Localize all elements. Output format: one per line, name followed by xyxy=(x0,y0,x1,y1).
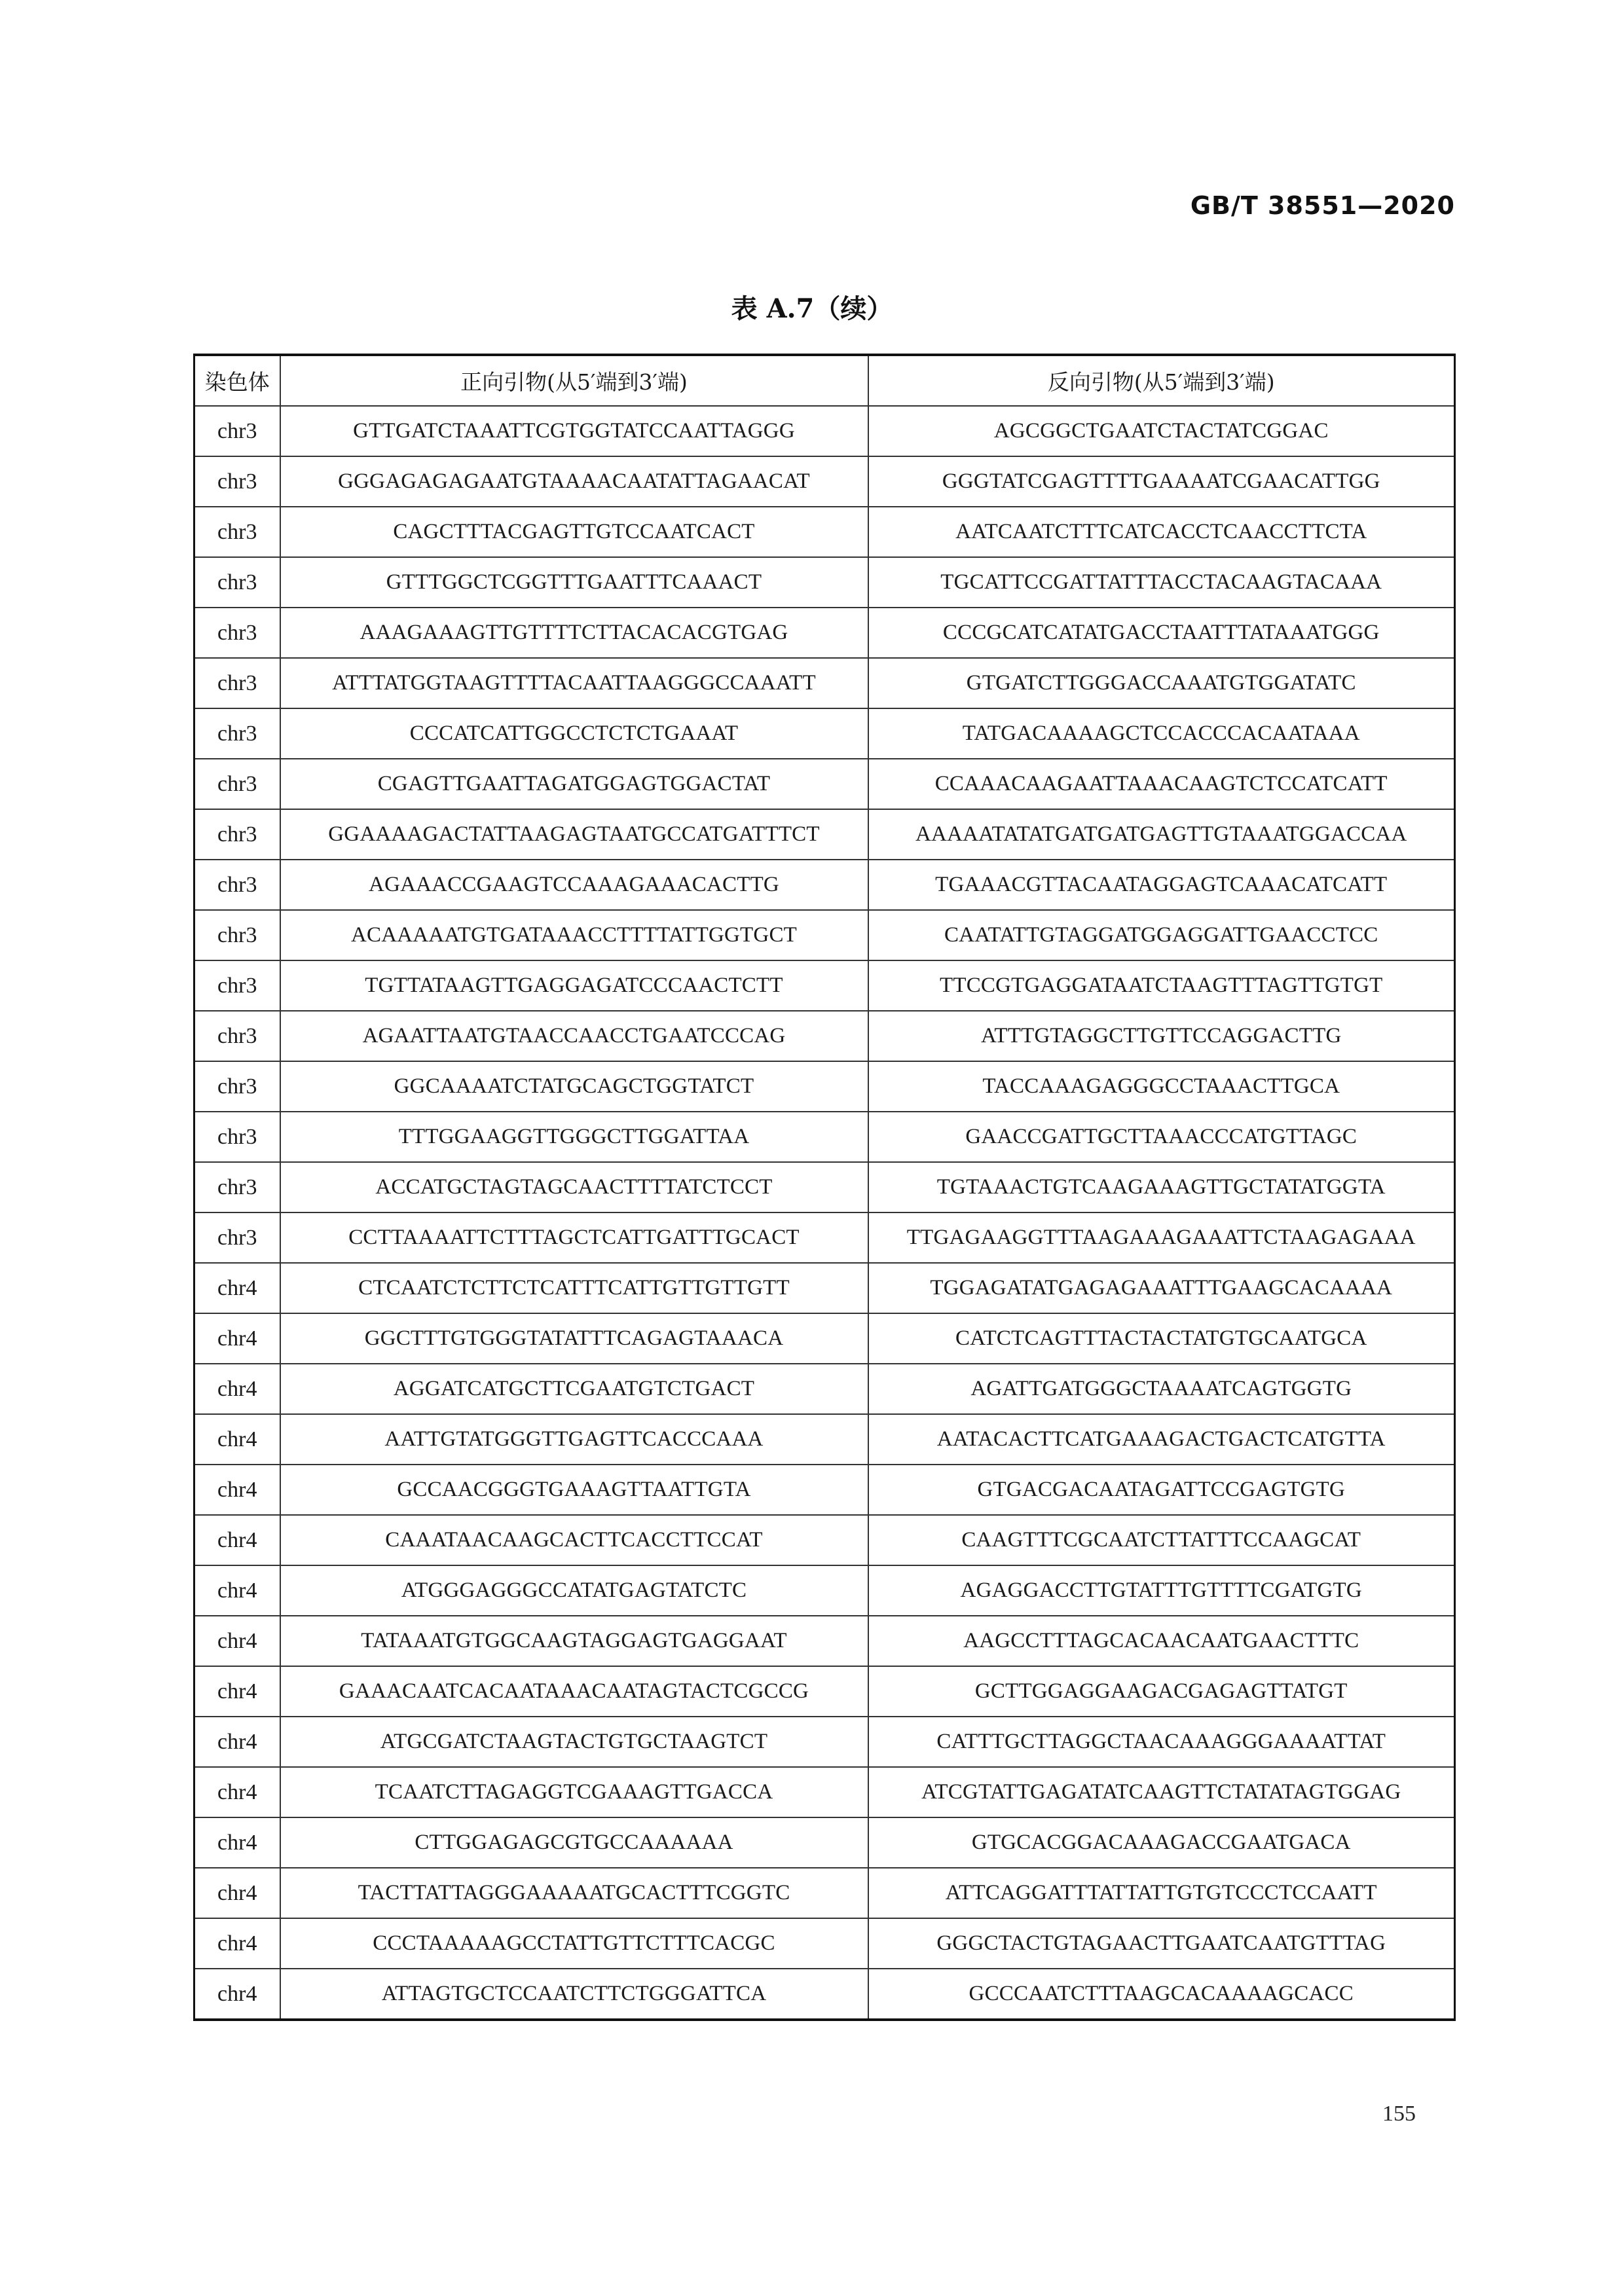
reverse-primer-cell: TTCCGTGAGGATAATCTAAGTTTAGTTGTGT xyxy=(868,960,1455,1011)
chromosome-cell: chr3 xyxy=(194,910,280,960)
table-row xyxy=(194,557,1455,608)
forward-primer-cell: ATGGGAGGGCCATATGAGTATCTC xyxy=(280,1565,868,1616)
table-row xyxy=(194,1666,1455,1717)
forward-primer-cell: GTTTGGCTCGGTTTGAATTTCAAACT xyxy=(280,557,868,608)
forward-primer-cell: ACCATGCTAGTAGCAACTTTTATCTCCT xyxy=(280,1162,868,1212)
reverse-primer-cell: GTGCACGGACAAAGACCGAATGACA xyxy=(868,1817,1455,1868)
table-row xyxy=(194,1918,1455,1969)
chromosome-cell: chr3 xyxy=(194,456,280,507)
forward-primer-cell: GGCAAAATCTATGCAGCTGGTATCT xyxy=(280,1061,868,1112)
reverse-primer-cell: GTGACGACAATAGATTCCGAGTGTG xyxy=(868,1465,1455,1515)
table-row xyxy=(194,1969,1455,2020)
reverse-primer-cell: GGGTATCGAGTTTTGAAAATCGAACATTGG xyxy=(868,456,1455,507)
table-row xyxy=(194,809,1455,860)
forward-primer-cell: GCCAACGGGTGAAAGTTAATTGTA xyxy=(280,1465,868,1515)
reverse-primer-cell: CATCTCAGTTTACTACTATGTGCAATGCA xyxy=(868,1313,1455,1364)
reverse-primer-cell: TGTAAACTGTCAAGAAAGTTGCTATATGGTA xyxy=(868,1162,1455,1212)
table-row xyxy=(194,1162,1455,1212)
chromosome-cell: chr4 xyxy=(194,1565,280,1616)
chromosome-cell: chr4 xyxy=(194,1918,280,1969)
chromosome-cell: chr3 xyxy=(194,1112,280,1162)
chromosome-cell: chr3 xyxy=(194,809,280,860)
table-body xyxy=(194,406,1455,2020)
chromosome-cell: chr4 xyxy=(194,1414,280,1465)
reverse-primer-cell: GAACCGATTGCTTAAACCCATGTTAGC xyxy=(868,1112,1455,1162)
table-row xyxy=(194,1212,1455,1263)
table-row xyxy=(194,1011,1455,1061)
forward-primer-cell: AAAGAAAGTTGTTTTCTTACACACGTGAG xyxy=(280,608,868,658)
chromosome-cell: chr4 xyxy=(194,1364,280,1414)
table-row xyxy=(194,759,1455,809)
forward-primer-cell: GGCTTTGTGGGTATATTTCAGAGTAAACA xyxy=(280,1313,868,1364)
chromosome-cell: chr3 xyxy=(194,1061,280,1112)
table-header-row xyxy=(194,355,1455,406)
forward-primer-cell: GAAACAATCACAATAAACAATAGTACTCGCCG xyxy=(280,1666,868,1717)
chromosome-cell: chr3 xyxy=(194,960,280,1011)
forward-primer-cell: AATTGTATGGGTTGAGTTCACCCAAA xyxy=(280,1414,868,1465)
column-header-forward-primer: 正向引物(从5′端到3′端) xyxy=(280,355,868,406)
reverse-primer-cell: CCCGCATCATATGACCTAATTTATAAATGGG xyxy=(868,608,1455,658)
table-row xyxy=(194,1868,1455,1918)
forward-primer-cell: CTCAATCTCTTCTCATTTCATTGTTGTTGTT xyxy=(280,1263,868,1313)
chromosome-cell: chr3 xyxy=(194,658,280,708)
chromosome-cell: chr3 xyxy=(194,507,280,557)
forward-primer-cell: CAAATAACAAGCACTTCACCTTCCAT xyxy=(280,1515,868,1565)
table-row xyxy=(194,960,1455,1011)
table-row xyxy=(194,456,1455,507)
forward-primer-cell: AGAATTAATGTAACCAACCTGAATCCCAG xyxy=(280,1011,868,1061)
chromosome-cell: chr3 xyxy=(194,860,280,910)
table-row xyxy=(194,1313,1455,1364)
forward-primer-cell: CTTGGAGAGCGTGCCAAAAAA xyxy=(280,1817,868,1868)
reverse-primer-cell: TTGAGAAGGTTTAAGAAAGAAATTCTAAGAGAAA xyxy=(868,1212,1455,1263)
reverse-primer-cell: AGATTGATGGGCTAAAATCAGTGGTG xyxy=(868,1364,1455,1414)
chromosome-cell: chr4 xyxy=(194,1263,280,1313)
chromosome-cell: chr4 xyxy=(194,1767,280,1817)
chromosome-cell: chr3 xyxy=(194,406,280,456)
column-header-chromosome: 染色体 xyxy=(194,355,280,406)
chromosome-cell: chr4 xyxy=(194,1465,280,1515)
reverse-primer-cell: AATACACTTCATGAAAGACTGACTCATGTTA xyxy=(868,1414,1455,1465)
chromosome-cell: chr4 xyxy=(194,1515,280,1565)
forward-primer-cell: TATAAATGTGGCAAGTAGGAGTGAGGAAT xyxy=(280,1616,868,1666)
chromosome-cell: chr4 xyxy=(194,1817,280,1868)
table-row xyxy=(194,708,1455,759)
chromosome-cell: chr4 xyxy=(194,1313,280,1364)
reverse-primer-cell: CATTTGCTTAGGCTAACAAAGGGAAAATTAT xyxy=(868,1717,1455,1767)
table-row xyxy=(194,910,1455,960)
forward-primer-cell: CGAGTTGAATTAGATGGAGTGGACTAT xyxy=(280,759,868,809)
table-row xyxy=(194,1616,1455,1666)
forward-primer-cell: CCCATCATTGGCCTCTCTGAAAT xyxy=(280,708,868,759)
chromosome-cell: chr3 xyxy=(194,1212,280,1263)
forward-primer-cell: ATGCGATCTAAGTACTGTGCTAAGTCT xyxy=(280,1717,868,1767)
forward-primer-cell: ATTAGTGCTCCAATCTTCTGGGATTCA xyxy=(280,1969,868,2020)
reverse-primer-cell: TATGACAAAAGCTCCACCCACAATAAA xyxy=(868,708,1455,759)
table-row xyxy=(194,1515,1455,1565)
chromosome-cell: chr4 xyxy=(194,1868,280,1918)
forward-primer-cell: GTTGATCTAAATTCGTGGTATCCAATTAGGG xyxy=(280,406,868,456)
chromosome-cell: chr4 xyxy=(194,1666,280,1717)
table-row xyxy=(194,1061,1455,1112)
chromosome-cell: chr3 xyxy=(194,608,280,658)
reverse-primer-cell: GGGCTACTGTAGAACTTGAATCAATGTTTAG xyxy=(868,1918,1455,1969)
reverse-primer-cell: AGCGGCTGAATCTACTATCGGAC xyxy=(868,406,1455,456)
standard-code: GB/T 38551—2020 xyxy=(1190,191,1455,220)
reverse-primer-cell: AAGCCTTTAGCACAACAATGAACTTTC xyxy=(868,1616,1455,1666)
chromosome-cell: chr3 xyxy=(194,759,280,809)
table-row xyxy=(194,1414,1455,1465)
table-row xyxy=(194,1364,1455,1414)
forward-primer-cell: TGTTATAAGTTGAGGAGATCCCAACTCTT xyxy=(280,960,868,1011)
reverse-primer-cell: ATTTGTAGGCTTGTTCCAGGACTTG xyxy=(868,1011,1455,1061)
reverse-primer-cell: GCCCAATCTTTAAGCACAAAAGCACC xyxy=(868,1969,1455,2020)
table-row xyxy=(194,1565,1455,1616)
table-row xyxy=(194,1817,1455,1868)
table-row xyxy=(194,1767,1455,1817)
forward-primer-cell: TCAATCTTAGAGGTCGAAAGTTGACCA xyxy=(280,1767,868,1817)
chromosome-cell: chr3 xyxy=(194,708,280,759)
reverse-primer-cell: GCTTGGAGGAAGACGAGAGTTATGT xyxy=(868,1666,1455,1717)
reverse-primer-cell: TGAAACGTTACAATAGGAGTCAAACATCATT xyxy=(868,860,1455,910)
table-row xyxy=(194,658,1455,708)
reverse-primer-cell: ATCGTATTGAGATATCAAGTTCTATATAGTGGAG xyxy=(868,1767,1455,1817)
forward-primer-cell: CCCTAAAAAGCCTATTGTTCTTTCACGC xyxy=(280,1918,868,1969)
reverse-primer-cell: AAAAATATATGATGATGAGTTGTAAATGGACCAA xyxy=(868,809,1455,860)
reverse-primer-cell: CAATATTGTAGGATGGAGGATTGAACCTCC xyxy=(868,910,1455,960)
table-caption: 表 A.7（续） xyxy=(731,293,893,324)
forward-primer-cell: CCTTAAAATTCTTTAGCTCATTGATTTGCACT xyxy=(280,1212,868,1263)
reverse-primer-cell: TGCATTCCGATTATTTACCTACAAGTACAAA xyxy=(868,557,1455,608)
table-row xyxy=(194,1465,1455,1515)
reverse-primer-cell: AATCAATCTTTCATCACCTCAACCTTCTA xyxy=(868,507,1455,557)
forward-primer-cell: GGAAAAGACTATTAAGAGTAATGCCATGATTTCT xyxy=(280,809,868,860)
forward-primer-cell: GGGAGAGAGAATGTAAAACAATATTAGAACAT xyxy=(280,456,868,507)
reverse-primer-cell: ATTCAGGATTTATTATTGTGTCCCTCCAATT xyxy=(868,1868,1455,1918)
reverse-primer-cell: TGGAGATATGAGAGAAATTTGAAGCACAAAA xyxy=(868,1263,1455,1313)
table-row xyxy=(194,406,1455,456)
table-row xyxy=(194,608,1455,658)
chromosome-cell: chr4 xyxy=(194,1717,280,1767)
forward-primer-cell: ACAAAAATGTGATAAACCTTTTATTGGTGCT xyxy=(280,910,868,960)
page-number: 155 xyxy=(1382,2102,1416,2126)
table-row xyxy=(194,860,1455,910)
table-row xyxy=(194,1263,1455,1313)
table-row xyxy=(194,1717,1455,1767)
reverse-primer-cell: AGAGGACCTTGTATTTGTTTTCGATGTG xyxy=(868,1565,1455,1616)
primer-table xyxy=(193,354,1456,2021)
table-row xyxy=(194,1112,1455,1162)
reverse-primer-cell: CAAGTTTCGCAATCTTATTTCCAAGCAT xyxy=(868,1515,1455,1565)
forward-primer-cell: ATTTATGGTAAGTTTTACAATTAAGGGCCAAATT xyxy=(280,658,868,708)
column-header-reverse-primer: 反向引物(从5′端到3′端) xyxy=(868,355,1455,406)
chromosome-cell: chr3 xyxy=(194,1162,280,1212)
chromosome-cell: chr3 xyxy=(194,1011,280,1061)
table-row xyxy=(194,507,1455,557)
chromosome-cell: chr4 xyxy=(194,1616,280,1666)
forward-primer-cell: TACTTATTAGGGAAAAATGCACTTTCGGTC xyxy=(280,1868,868,1918)
forward-primer-cell: AGAAACCGAAGTCCAAAGAAACACTTG xyxy=(280,860,868,910)
forward-primer-cell: AGGATCATGCTTCGAATGTCTGACT xyxy=(280,1364,868,1414)
chromosome-cell: chr3 xyxy=(194,557,280,608)
reverse-primer-cell: GTGATCTTGGGACCAAATGTGGATATC xyxy=(868,658,1455,708)
chromosome-cell: chr4 xyxy=(194,1969,280,2020)
forward-primer-cell: TTTGGAAGGTTGGGCTTGGATTAA xyxy=(280,1112,868,1162)
reverse-primer-cell: TACCAAAGAGGGCCTAAACTTGCA xyxy=(868,1061,1455,1112)
forward-primer-cell: CAGCTTTACGAGTTGTCCAATCACT xyxy=(280,507,868,557)
reverse-primer-cell: CCAAACAAGAATTAAACAAGTCTCCATCATT xyxy=(868,759,1455,809)
